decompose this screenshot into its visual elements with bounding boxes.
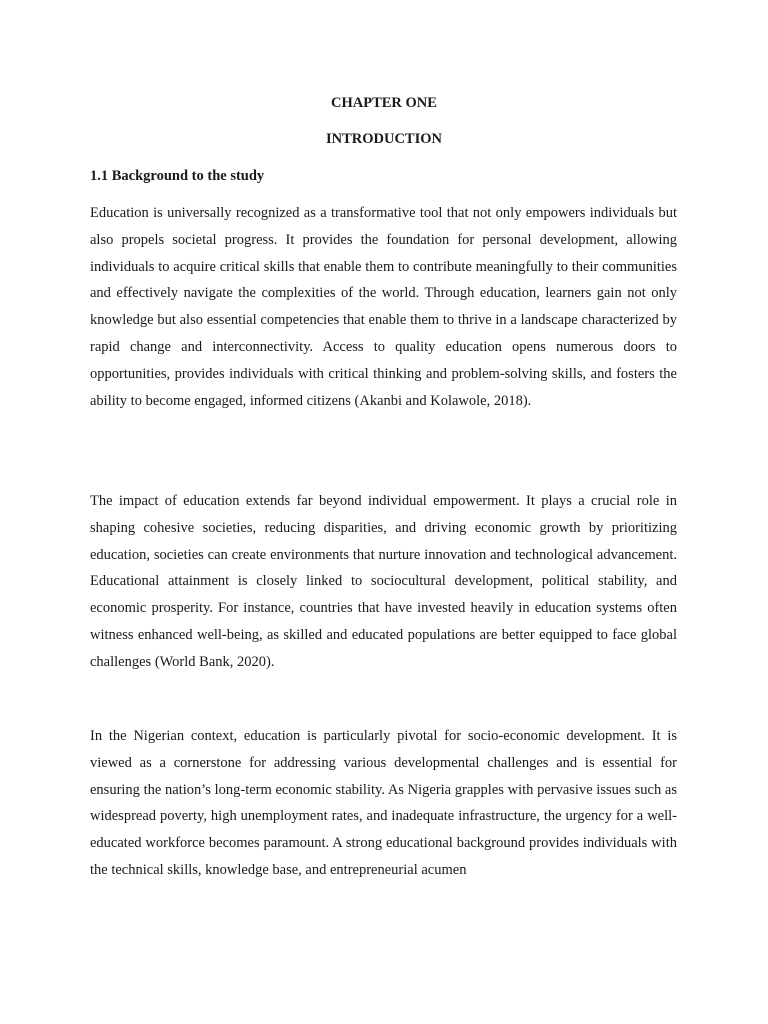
body-paragraph: Education is universally recognized as a transformative tool that not only empowers individuals but also propels societal progress. It provides the foundation for personal development, allowing individuals to acquire critical skills that enable them to contribute meaningfully to their communities and effectively navigate the complexities of the world. Through education, learners gain not only knowledge but also essential competencies that enable them to thrive in a landscape characterized by rapid change and interconnectivity. Access to quality education opens numerous doors to opportunities, provides individuals with critical thinking and problem-solving skills, and fosters the ability to become engaged, informed citizens (Akanbi and Kolawole, 2018).	[90, 205, 677, 409]
body-paragraph: The impact of education extends far beyond individual empowerment. It plays a crucial role in shaping cohesive societies, reducing disparities, and driving economic growth by prioritizing education, societies can create environments that nurture innovation and technological advancement. Educational attainment is closely linked to sociocultural development, political stability, and economic prosperity. For instance, countries that have invested heavily in education systems often witness enhanced well-being, as skilled and educated populations are better equipped to face global challenges (World Bank, 2020).	[90, 493, 677, 670]
body-paragraph: In the Nigerian context, education is particularly pivotal for socio-economic development. It is viewed as a cornerstone for addressing various developmental challenges and is essential for ensuring the nation’s long-term economic stability. As Nigeria grapples with pervasive issues such as widespread poverty, high unemployment rates, and inadequate infrastructure, the urgency for a well-educated workforce becomes paramount. A strong educational background provides individuals with the technical skills, knowledge base, and entrepreneurial acumen	[90, 728, 677, 878]
subsection-heading: 1.1 Background to the study	[90, 168, 265, 184]
chapter-title: CHAPTER ONE	[331, 95, 437, 111]
section-title: INTRODUCTION	[325, 131, 442, 147]
